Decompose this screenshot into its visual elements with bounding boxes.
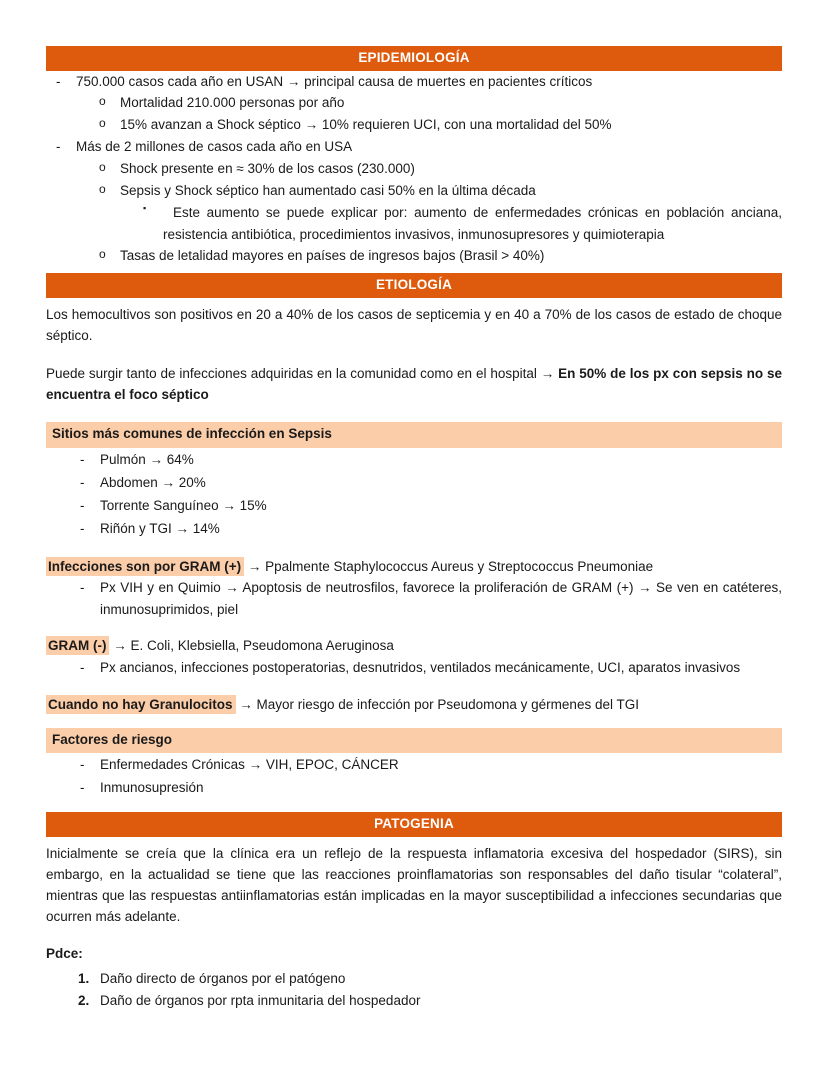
heading-granulocitos-highlight: Cuando no hay Granulocitos [46, 695, 236, 714]
dash-bullet-icon: - [80, 659, 85, 675]
heading-granulocitos [46, 695, 782, 715]
epidemiologia-list-level2-c [46, 245, 782, 267]
list-item-text: 15% avanzan a Shock séptico → 10% requieren UCI, con una mortalidad del 50% [120, 117, 612, 133]
sub-banner-factores-riesgo: Factores de riesgo [46, 728, 782, 753]
list-item-text: Mortalidad 210.000 personas por año [120, 95, 345, 111]
list-item [70, 968, 782, 991]
heading-gram-positivo-highlight: Infecciones son por GRAM (+) [46, 557, 244, 576]
list-item [70, 448, 782, 471]
spacer [46, 405, 782, 422]
list-item [90, 180, 782, 202]
section-banner-patogenia: PATOGENIA [46, 812, 782, 837]
square-bullet-icon: ▪ [143, 202, 147, 213]
list-item-text: Enfermedades Crónicas → VIH, EPOC, CÁNCER [100, 757, 399, 773]
list-item-text: Sepsis y Shock séptico han aumentado casi 50% en la última década [120, 182, 536, 198]
spacer [46, 799, 782, 812]
etiologia-paragraph-1: Los hemocultivos son positivos en 20 a 40% de los casos de septicemia y en 40 a 70% de los casos de estado de choque séptico. [46, 306, 782, 343]
dash-bullet-icon: - [80, 474, 85, 490]
etiologia-paragraph-2-normal: Puede surgir tanto de infecciones adquiridas en la comunidad como en el hospital → [46, 365, 559, 381]
list-item-text: Px VIH y en Quimio → Apoptosis de neutrosfilos, favorece la proliferación de GRAM (+) → Se ven en catéteres, inmunosuprimidos, piel [100, 579, 782, 617]
epidemiologia-list-level2-a [46, 92, 782, 136]
dash-bullet-icon: - [80, 451, 85, 467]
dash-bullet-icon: - [80, 498, 85, 514]
list-item [90, 114, 782, 136]
section-banner-epidemiologia: EPIDEMIOLOGÍA [46, 46, 782, 71]
list-item-text: Tasas de letalidad mayores en países de ingresos bajos (Brasil > 40%) [120, 248, 545, 264]
epidemiologia-list-level3 [46, 202, 782, 246]
list-item-text: Px ancianos, infecciones postoperatorias, desnutridos, ventilados mecánicamente, UCI, aparatos invasivos [100, 659, 741, 675]
list-item-text: Riñón y TGI → 14% [100, 521, 220, 537]
heading-granulocitos-rest: → Mayor riesgo de infección por Pseudomona y gérmenes del TGI [235, 696, 639, 712]
list-item [70, 753, 782, 776]
list-item [70, 517, 782, 540]
circle-bullet-icon: o [99, 181, 106, 196]
etiologia-paragraph-2-bold: En 50% de los px con sepsis no se encuentra el foco séptico [46, 365, 782, 402]
list-number: 1. [78, 970, 90, 986]
dash-bullet-icon: - [56, 73, 61, 89]
dash-bullet-icon: - [80, 521, 85, 537]
circle-bullet-icon: o [99, 94, 106, 109]
pdce-label: Pdce: [46, 945, 83, 961]
epidemiologia-list-level1-b [46, 136, 782, 158]
list-item [70, 990, 782, 1013]
heading-gram-positivo [46, 557, 782, 577]
list-item-text: Daño de órganos por rpta inmunitaria del hospedador [100, 993, 421, 1009]
list-item-text: 750.000 casos cada año en USAN → principal causa de muertes en pacientes críticos [76, 73, 593, 89]
heading-gram-negativo-highlight: GRAM (-) [46, 636, 109, 655]
sitios-infeccion-list [46, 448, 782, 541]
list-item-text: Más de 2 millones de casos cada año en USA [76, 139, 353, 155]
list-item-text: Shock presente en ≈ 30% de los casos (230.000) [120, 160, 415, 176]
heading-gram-negativo [46, 636, 782, 656]
patogenia-paragraph: Inicialmente se creía que la clínica era un reflejo de la respuesta inflamatoria excesiva del hospedador (SIRS), sin embargo, en la actualidad se tiene que las reacciones proinflamatorias son responsables del daño tisular “colateral”, mientras que las respuestas antiinflamatorias están implicadas en la mayor susceptibilidad a infecciones secundarias que ocurren más adelante. [46, 845, 782, 924]
list-item [70, 577, 782, 621]
document-content [46, 46, 782, 1013]
list-item-text: Pulmón → 64% [100, 451, 194, 467]
spacer [46, 715, 782, 728]
gram-positivo-list [46, 577, 782, 621]
list-item [70, 494, 782, 517]
list-item [70, 471, 782, 494]
list-item [46, 136, 782, 158]
section-banner-etiologia: ETIOLOGÍA [46, 273, 782, 298]
sub-banner-sitios-infeccion: Sitios más comunes de infección en Sepsis [46, 422, 782, 447]
circle-bullet-icon: o [99, 247, 106, 262]
list-item [70, 657, 782, 679]
etiologia-paragraph-2 [46, 364, 782, 406]
list-item [135, 202, 782, 246]
dash-bullet-icon: - [80, 780, 85, 796]
list-item [46, 71, 782, 93]
pdce-numbered-list [46, 968, 782, 1013]
heading-gram-negativo-rest: → E. Coli, Klebsiella, Pseudomona Aeruginosa [109, 638, 394, 654]
list-item-text: Abdomen → 20% [100, 474, 206, 490]
dash-bullet-icon: - [80, 757, 85, 773]
list-item [90, 245, 782, 267]
epidemiologia-list-level1 [46, 71, 782, 93]
list-item-text: Daño directo de órganos por el patógeno [100, 970, 346, 986]
list-item [90, 92, 782, 114]
circle-bullet-icon: o [99, 159, 106, 174]
list-number: 2. [78, 993, 90, 1009]
gram-negativo-list [46, 657, 782, 679]
dash-bullet-icon: - [80, 579, 85, 595]
list-item [90, 158, 782, 180]
list-item [70, 776, 782, 799]
epidemiologia-list-level2-b [46, 158, 782, 202]
dash-bullet-icon: - [56, 139, 61, 155]
list-item-text: Inmunosupresión [100, 780, 204, 796]
factores-riesgo-list [46, 753, 782, 799]
circle-bullet-icon: o [99, 116, 106, 131]
heading-gram-positivo-rest: → Ppalmente Staphylococcus Aureus y Streptococcus Pneumoniae [244, 558, 654, 574]
list-item-text: Este aumento se puede explicar por: aumento de enfermedades crónicas en población anciana, resistencia antibiótica, procedimientos invasivos, inmunosupresores y quimioterapia [163, 204, 782, 242]
list-item-text: Torrente Sanguíneo → 15% [100, 498, 267, 514]
